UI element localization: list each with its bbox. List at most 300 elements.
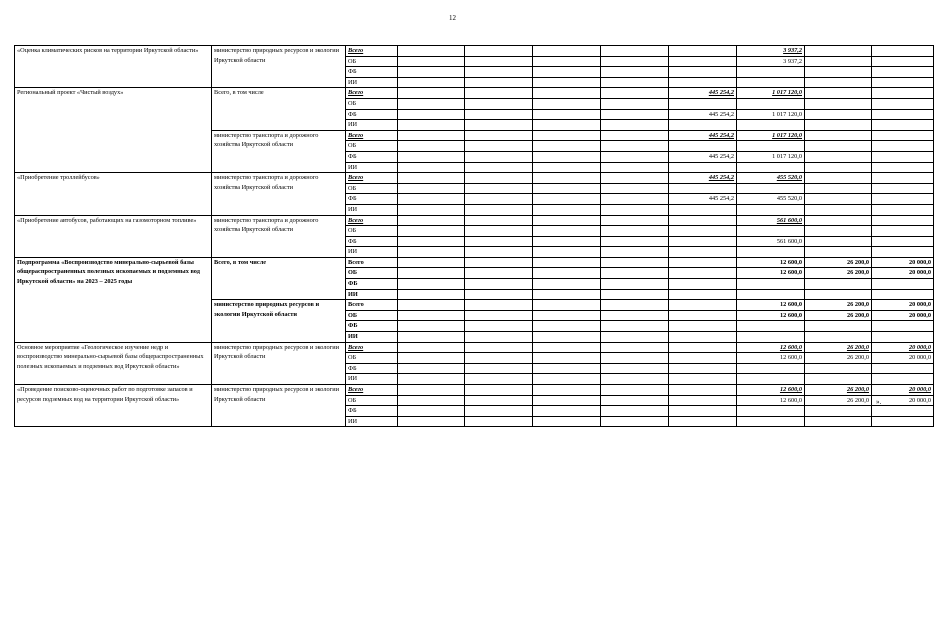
table-row — [15, 215, 934, 226]
amount-cell — [601, 395, 669, 406]
amount-cell — [465, 416, 533, 427]
amount-cell — [669, 374, 737, 385]
amount-cell — [398, 353, 465, 364]
amount-cell: 26 200,0 — [805, 257, 872, 268]
amount-cell — [737, 67, 805, 78]
amount-cell — [398, 300, 465, 311]
amount-cell — [805, 204, 872, 215]
amount-cell — [601, 268, 669, 279]
amount-cell: 1 017 120,0 — [737, 130, 805, 141]
amount-cell: 12 600,0 — [737, 353, 805, 364]
amount-cell — [465, 236, 533, 247]
amount-cell — [398, 215, 465, 226]
amount-cell — [601, 310, 669, 321]
amount-cell: 445 254,2 — [669, 88, 737, 99]
funding-source: Всего — [346, 88, 398, 99]
amount-cell: 12 600,0 — [737, 257, 805, 268]
amount-cell — [601, 300, 669, 311]
amount-cell — [465, 173, 533, 184]
amount-cell — [872, 151, 934, 162]
funding-source: ОБ — [346, 310, 398, 321]
amount-cell: 20 000,0 — [872, 300, 934, 311]
executor-name: министерство природных ресурсов и экологии Иркутской области — [212, 342, 346, 384]
amount-cell — [669, 395, 737, 406]
amount-cell — [533, 321, 601, 332]
amount-cell — [805, 56, 872, 67]
amount-cell — [398, 130, 465, 141]
amount-cell — [398, 247, 465, 258]
funding-source: ОБ — [346, 353, 398, 364]
amount-cell — [872, 236, 934, 247]
amount-cell — [465, 289, 533, 300]
budget-table — [14, 45, 934, 427]
amount-cell — [465, 257, 533, 268]
amount-cell — [737, 279, 805, 290]
amount-cell — [805, 332, 872, 343]
amount-cell — [872, 173, 934, 184]
amount-cell — [601, 321, 669, 332]
amount-cell — [669, 279, 737, 290]
amount-cell — [533, 395, 601, 406]
funding-source: ИИ — [346, 120, 398, 131]
amount-cell — [398, 226, 465, 237]
amount-cell: 20 000,0 — [872, 257, 934, 268]
amount-cell — [465, 56, 533, 67]
amount-cell: 3 937,2 — [737, 56, 805, 67]
amount-cell — [601, 406, 669, 417]
amount-cell — [805, 173, 872, 184]
amount-cell — [805, 416, 872, 427]
amount-cell — [533, 226, 601, 237]
amount-cell — [669, 67, 737, 78]
amount-cell: 12 600,0 — [737, 342, 805, 353]
amount-cell — [398, 385, 465, 396]
funding-source: ФБ — [346, 321, 398, 332]
funding-source: ФБ — [346, 109, 398, 120]
amount-cell — [737, 374, 805, 385]
amount-cell — [533, 109, 601, 120]
amount-cell — [465, 204, 533, 215]
table-row — [15, 88, 934, 99]
amount-cell — [398, 98, 465, 109]
amount-cell — [398, 77, 465, 88]
amount-cell — [465, 385, 533, 396]
section-name: Региональный проект «Чистый воздух» — [15, 88, 212, 173]
amount-cell — [737, 120, 805, 131]
amount-cell — [872, 141, 934, 152]
amount-cell — [872, 77, 934, 88]
funding-source: ОБ — [346, 268, 398, 279]
amount-cell: 561 600,0 — [737, 215, 805, 226]
amount-cell — [533, 67, 601, 78]
funding-source: ИИ — [346, 332, 398, 343]
amount-cell — [398, 321, 465, 332]
amount-cell — [533, 204, 601, 215]
executor-name: министерство транспорта и дорожного хозяйства Иркутской области — [212, 173, 346, 215]
amount-cell — [872, 109, 934, 120]
amount-cell — [805, 236, 872, 247]
executor-name: министерство природных ресурсов и экологии Иркутской области — [212, 300, 346, 342]
funding-source: ОБ — [346, 183, 398, 194]
amount-cell — [669, 363, 737, 374]
amount-cell — [737, 321, 805, 332]
amount-cell: 1 017 120,0 — [737, 88, 805, 99]
funding-source: ФБ — [346, 194, 398, 205]
amount-cell — [872, 120, 934, 131]
section-name: «Проведение поисково-оценочных работ по подготовке запасов и ресурсов подземных вод на территории Иркутской области» — [15, 385, 212, 427]
amount-cell — [398, 268, 465, 279]
amount-cell — [465, 268, 533, 279]
amount-cell — [805, 374, 872, 385]
amount-cell — [533, 268, 601, 279]
amount-cell — [601, 342, 669, 353]
funding-source: ФБ — [346, 279, 398, 290]
amount-cell: 26 200,0 — [805, 268, 872, 279]
amount-cell — [805, 98, 872, 109]
executor-name: министерство транспорта и дорожного хозяйства Иркутской области — [212, 215, 346, 257]
amount-cell — [737, 247, 805, 258]
amount-cell — [533, 151, 601, 162]
amount-cell — [465, 141, 533, 152]
amount-cell — [465, 300, 533, 311]
amount-cell — [465, 279, 533, 290]
amount-cell — [805, 162, 872, 173]
amount-cell — [737, 289, 805, 300]
funding-source: ИИ — [346, 374, 398, 385]
amount-cell — [872, 215, 934, 226]
amount-cell — [398, 109, 465, 120]
amount-cell — [872, 194, 934, 205]
amount-cell — [601, 226, 669, 237]
funding-source: ОБ — [346, 226, 398, 237]
amount-cell: 445 254,2 — [669, 173, 737, 184]
amount-cell — [805, 141, 872, 152]
funding-source: Всего — [346, 385, 398, 396]
amount-cell — [465, 183, 533, 194]
amount-cell: 20 000,0 — [872, 385, 934, 396]
table-row — [15, 342, 934, 353]
amount-cell — [669, 226, 737, 237]
amount-cell — [533, 310, 601, 321]
amount-cell — [872, 279, 934, 290]
amount-cell: 12 600,0 — [737, 385, 805, 396]
amount-cell — [669, 77, 737, 88]
amount-cell — [465, 215, 533, 226]
amount-cell — [601, 162, 669, 173]
amount-cell — [669, 268, 737, 279]
amount-cell — [398, 332, 465, 343]
table-row — [15, 173, 934, 184]
amount-cell — [533, 374, 601, 385]
amount-cell — [872, 289, 934, 300]
amount-cell: 20 000,0 — [872, 395, 934, 406]
amount-cell — [398, 279, 465, 290]
amount-cell — [465, 247, 533, 258]
funding-source: ФБ — [346, 67, 398, 78]
amount-cell — [465, 374, 533, 385]
amount-cell — [533, 120, 601, 131]
amount-cell — [533, 141, 601, 152]
amount-cell — [398, 120, 465, 131]
funding-source: Всего — [346, 130, 398, 141]
amount-cell: 455 520,0 — [737, 173, 805, 184]
funding-source: ОБ — [346, 141, 398, 152]
funding-source: Всего — [346, 300, 398, 311]
amount-cell — [465, 406, 533, 417]
amount-cell — [601, 67, 669, 78]
amount-cell — [669, 236, 737, 247]
amount-cell — [533, 173, 601, 184]
amount-cell — [398, 342, 465, 353]
amount-cell — [872, 204, 934, 215]
amount-cell — [669, 162, 737, 173]
amount-cell — [805, 279, 872, 290]
amount-cell — [805, 215, 872, 226]
executor-name: Всего, в том числе — [212, 257, 346, 299]
table-row — [15, 385, 934, 396]
amount-cell — [398, 183, 465, 194]
amount-cell — [669, 310, 737, 321]
amount-cell — [669, 120, 737, 131]
amount-cell — [465, 194, 533, 205]
amount-cell — [601, 46, 669, 57]
amount-cell — [669, 300, 737, 311]
amount-cell — [669, 342, 737, 353]
table-row — [15, 46, 934, 57]
amount-cell — [465, 109, 533, 120]
amount-cell — [465, 342, 533, 353]
amount-cell — [669, 406, 737, 417]
amount-cell — [398, 67, 465, 78]
amount-cell: 12 600,0 — [737, 300, 805, 311]
amount-cell — [533, 162, 601, 173]
amount-cell — [872, 130, 934, 141]
amount-cell — [805, 109, 872, 120]
amount-cell — [872, 416, 934, 427]
amount-cell — [465, 98, 533, 109]
amount-cell — [872, 226, 934, 237]
amount-cell — [601, 363, 669, 374]
amount-cell — [533, 236, 601, 247]
funding-source: ОБ — [346, 56, 398, 67]
amount-cell — [465, 77, 533, 88]
amount-cell: 12 600,0 — [737, 310, 805, 321]
amount-cell — [805, 321, 872, 332]
amount-cell: 26 200,0 — [805, 310, 872, 321]
amount-cell: 1 017 120,0 — [737, 151, 805, 162]
amount-cell — [601, 247, 669, 258]
amount-cell — [465, 226, 533, 237]
funding-source: ИИ — [346, 77, 398, 88]
amount-cell — [601, 204, 669, 215]
amount-cell — [805, 46, 872, 57]
amount-cell — [805, 289, 872, 300]
amount-cell — [669, 204, 737, 215]
amount-cell — [669, 385, 737, 396]
amount-cell: 561 600,0 — [737, 236, 805, 247]
funding-source: Всего — [346, 257, 398, 268]
amount-cell — [805, 130, 872, 141]
section-name: «Приобретение автобусов, работающих на газомоторном топливе» — [15, 215, 212, 257]
executor-name: Всего, в том числе — [212, 88, 346, 130]
amount-cell — [669, 321, 737, 332]
amount-cell — [601, 130, 669, 141]
amount-cell — [533, 342, 601, 353]
amount-cell — [533, 363, 601, 374]
amount-cell — [533, 183, 601, 194]
amount-cell: 20 000,0 — [872, 268, 934, 279]
amount-cell: 26 200,0 — [805, 385, 872, 396]
amount-cell — [872, 183, 934, 194]
amount-cell — [737, 363, 805, 374]
section-name: Основное мероприятие «Геологическое изучение недр и воспроизводство минерально-сырьевой базы общераспространенных полезных ископаемых и подземных вод Иркутской области» — [15, 342, 212, 384]
amount-cell — [601, 353, 669, 364]
amount-cell — [601, 183, 669, 194]
amount-cell — [805, 194, 872, 205]
amount-cell — [465, 332, 533, 343]
amount-cell — [533, 56, 601, 67]
amount-cell — [737, 162, 805, 173]
amount-cell — [533, 289, 601, 300]
amount-cell — [533, 77, 601, 88]
funding-source: ИИ — [346, 247, 398, 258]
amount-cell — [805, 88, 872, 99]
funding-source: ФБ — [346, 151, 398, 162]
funding-source: Всего — [346, 215, 398, 226]
amount-cell — [465, 46, 533, 57]
amount-cell — [398, 141, 465, 152]
amount-cell — [398, 194, 465, 205]
amount-cell — [872, 374, 934, 385]
amount-cell — [465, 363, 533, 374]
funding-source: Всего — [346, 342, 398, 353]
amount-cell — [805, 247, 872, 258]
amount-cell — [398, 162, 465, 173]
amount-cell — [737, 77, 805, 88]
amount-cell — [872, 67, 934, 78]
funding-source: ФБ — [346, 363, 398, 374]
amount-cell — [465, 162, 533, 173]
amount-cell — [398, 56, 465, 67]
amount-cell — [533, 257, 601, 268]
amount-cell — [737, 204, 805, 215]
amount-cell — [805, 120, 872, 131]
amount-cell: 445 254,2 — [669, 194, 737, 205]
amount-cell — [465, 67, 533, 78]
amount-cell — [601, 289, 669, 300]
amount-cell — [737, 406, 805, 417]
amount-cell — [737, 141, 805, 152]
funding-source: ИИ — [346, 162, 398, 173]
amount-cell — [398, 416, 465, 427]
amount-cell — [872, 162, 934, 173]
amount-cell — [601, 173, 669, 184]
amount-cell — [398, 257, 465, 268]
amount-cell: 1 017 120,0 — [737, 109, 805, 120]
amount-cell — [398, 374, 465, 385]
amount-cell — [398, 173, 465, 184]
amount-cell — [533, 215, 601, 226]
amount-cell — [872, 321, 934, 332]
amount-cell — [533, 194, 601, 205]
amount-cell — [669, 289, 737, 300]
amount-cell — [465, 120, 533, 131]
table-row — [15, 257, 934, 268]
executor-name: министерство природных ресурсов и экологии Иркутской области — [212, 46, 346, 88]
amount-cell — [669, 183, 737, 194]
amount-cell — [601, 120, 669, 131]
amount-cell: 445 254,2 — [669, 130, 737, 141]
amount-cell: 3 937,2 — [737, 46, 805, 57]
amount-cell — [737, 226, 805, 237]
amount-cell — [533, 353, 601, 364]
funding-source: ОБ — [346, 98, 398, 109]
amount-cell — [398, 88, 465, 99]
amount-cell — [669, 46, 737, 57]
amount-cell — [601, 109, 669, 120]
amount-cell: 12 600,0 — [737, 395, 805, 406]
amount-cell: 455 520,0 — [737, 194, 805, 205]
section-name: «Приобретение троллейбусов» — [15, 173, 212, 215]
amount-cell — [601, 98, 669, 109]
funding-source: ФБ — [346, 406, 398, 417]
amount-cell — [669, 141, 737, 152]
amount-cell — [669, 247, 737, 258]
section-name: «Оценка климатических рисков на территории Иркутской области» — [15, 46, 212, 88]
amount-cell — [872, 247, 934, 258]
closing-quote-mark: ». — [876, 398, 882, 406]
funding-source: ИИ — [346, 416, 398, 427]
amount-cell — [398, 151, 465, 162]
funding-source: Всего — [346, 173, 398, 184]
amount-cell — [805, 406, 872, 417]
amount-cell — [805, 363, 872, 374]
amount-cell — [601, 215, 669, 226]
amount-cell — [601, 56, 669, 67]
amount-cell — [737, 332, 805, 343]
funding-source: ИИ — [346, 289, 398, 300]
funding-source: ФБ — [346, 236, 398, 247]
amount-cell — [465, 151, 533, 162]
funding-source: ИИ — [346, 204, 398, 215]
amount-cell — [601, 236, 669, 247]
amount-cell — [872, 363, 934, 374]
amount-cell — [805, 183, 872, 194]
amount-cell: 26 200,0 — [805, 342, 872, 353]
amount-cell — [533, 46, 601, 57]
amount-cell — [398, 236, 465, 247]
amount-cell — [398, 395, 465, 406]
amount-cell — [872, 46, 934, 57]
amount-cell — [669, 98, 737, 109]
amount-cell: 12 600,0 — [737, 268, 805, 279]
amount-cell — [465, 88, 533, 99]
amount-cell — [533, 416, 601, 427]
amount-cell — [872, 56, 934, 67]
amount-cell — [601, 257, 669, 268]
amount-cell — [805, 226, 872, 237]
amount-cell — [872, 332, 934, 343]
amount-cell — [601, 141, 669, 152]
amount-cell — [465, 130, 533, 141]
amount-cell — [533, 247, 601, 258]
funding-source: ОБ — [346, 395, 398, 406]
amount-cell — [533, 406, 601, 417]
amount-cell — [601, 416, 669, 427]
amount-cell — [398, 204, 465, 215]
amount-cell: 445 254,2 — [669, 109, 737, 120]
amount-cell — [601, 151, 669, 162]
